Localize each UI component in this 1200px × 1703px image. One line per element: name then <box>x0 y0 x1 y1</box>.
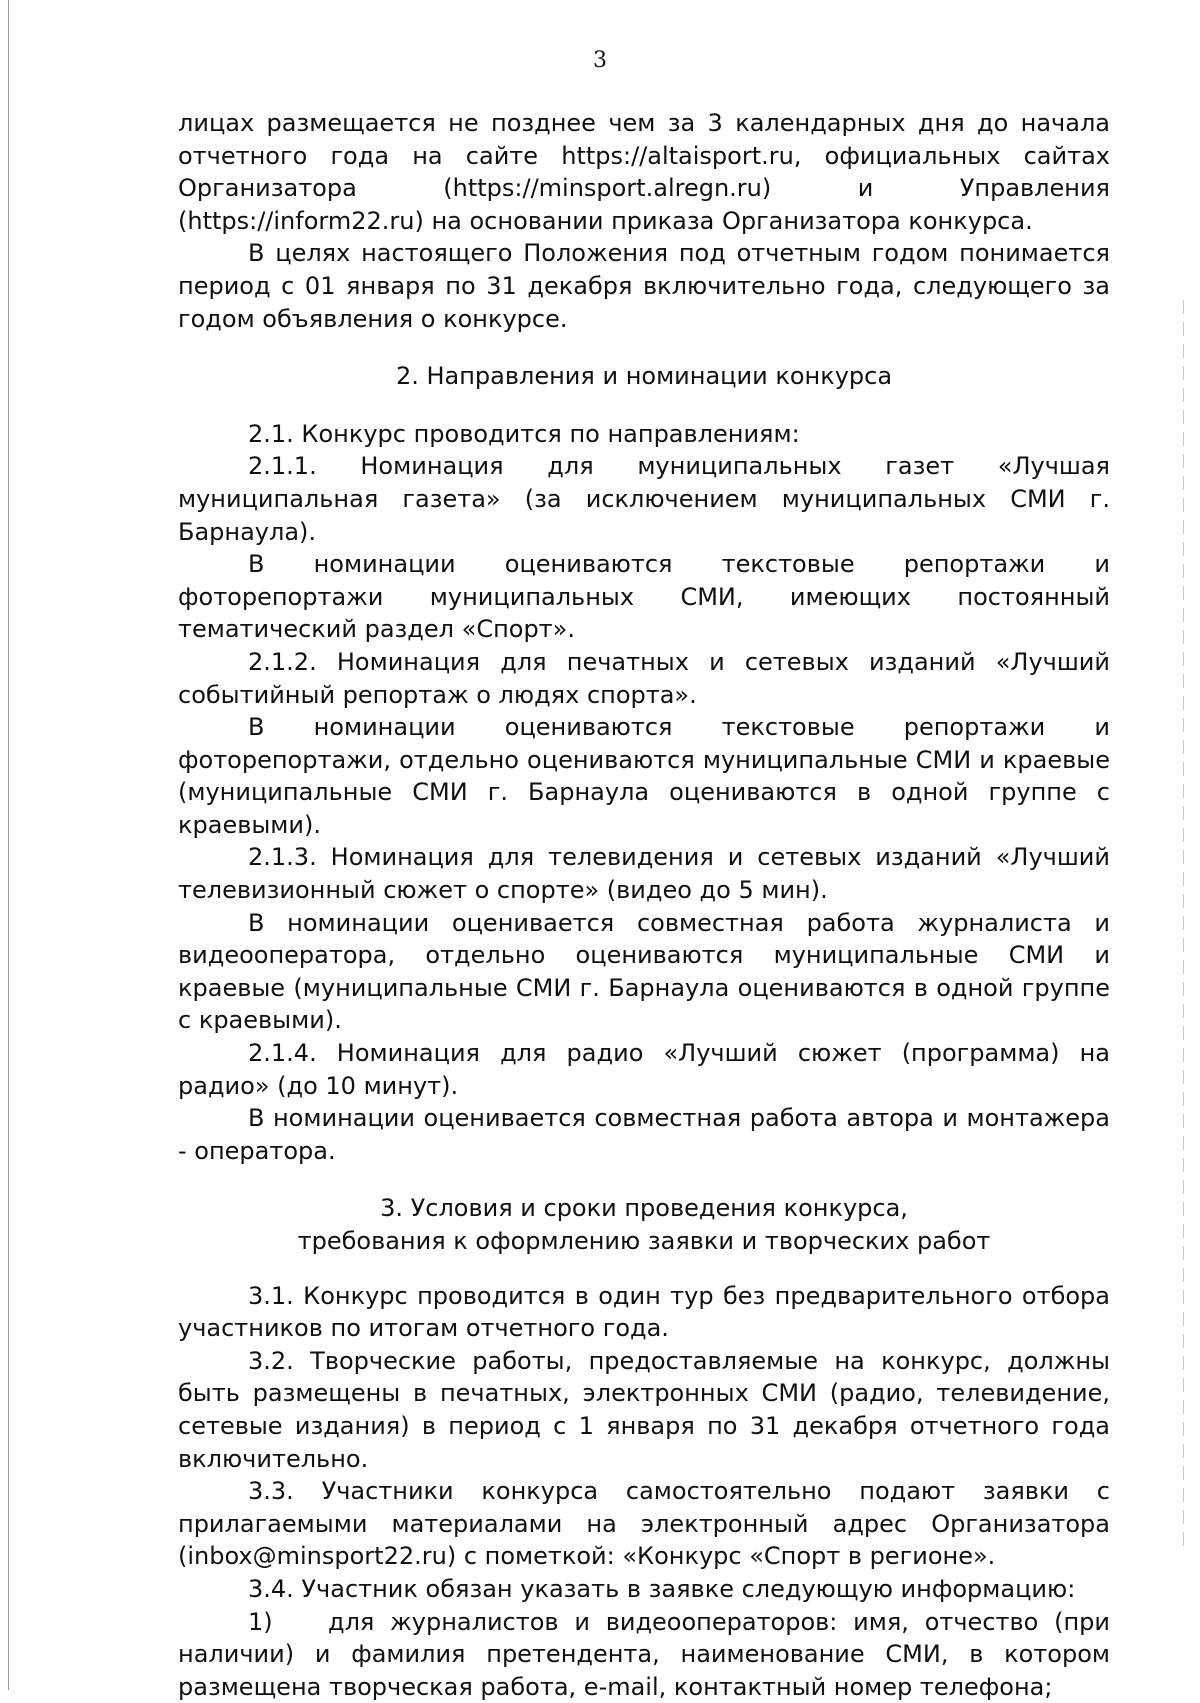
section-3-paragraph: 3.2. Творческие работы, предоставляемые на конкурс, должны быть размещены в печатных, электронных СМИ (радио, телевидение, сетевые издания) в период с 1 января по 31 декабря отчетного года включительно. <box>178 1346 1110 1473</box>
scan-right-edge <box>1183 300 1184 1550</box>
section-2-heading: 2. Направления и номинации конкурса <box>395 362 893 391</box>
section-2-paragraph: 2.1.3. Номинация для телевидения и сетевых изданий «Лучший телевизионный сюжет о спорте» (видео до 5 мин). <box>178 843 1110 905</box>
section-2-paragraph: 2.1.4. Номинация для радио «Лучший сюжет (программа) на радио» (до 10 минут). <box>178 1039 1110 1100</box>
section-3-heading <box>178 1192 1110 1257</box>
section-2-paragraph: 2.1.1. Номинация для муниципальных газет «Лучшая муниципальная газета» (за исключением муниципальных СМИ г. Барнаула). <box>178 452 1110 546</box>
section-2-paragraph: В номинации оцениваются текстовые репортажи и фоторепортажи муниципальных СМИ, имеющих постоянный тематический раздел «Спорт». <box>178 550 1110 644</box>
section-2-paragraph: 2.1. Конкурс проводится по направлениям: <box>248 419 800 448</box>
section-2-paragraph: В номинации оценивается совместная работа журналиста и видеооператора, отдельно оцениваются муниципальные СМИ и краевые (муниципальные СМИ г. Барнаула оцениваются в одной группе с краевыми). <box>178 908 1110 1035</box>
document-body <box>178 107 1110 1703</box>
scan-left-edge <box>8 0 9 1690</box>
section-3-heading-line-1: 3. Условия и сроки проведения конкурса, <box>380 1194 908 1223</box>
list-item-number: 1) <box>248 1607 273 1636</box>
section-3-list-item <box>178 1606 1110 1703</box>
page-number: 3 <box>593 48 607 73</box>
list-item-text: для журналистов и видеооператоров: имя, отчество (при наличии) и фамилия претендента, наименование СМИ, в котором размещена творческая работа, e-mail, контактный номер телефона; <box>178 1607 1110 1701</box>
section-3-paragraph: 3.3. Участники конкурса самостоятельно подают заявки с прилагаемыми материалами на электронный адрес Организатора (inbox@minsport22.ru) с пометкой: «Конкурс «Спорт в регионе». <box>178 1477 1110 1571</box>
intro-paragraph-2: В целях настоящего Положения под отчетным годом понимается период с 01 января по 31 декабря включительно года, следующего за годом объявления о конкурсе. <box>178 239 1110 333</box>
section-2-paragraph: В номинации оценивается совместная работа автора и монтажера - оператора. <box>178 1104 1110 1165</box>
section-3-paragraph: 3.1. Конкурс проводится в один тур без предварительного отбора участников по итогам отчетного года. <box>178 1281 1110 1343</box>
section-2-paragraph: 2.1.2. Номинация для печатных и сетевых изданий «Лучший событийный репортаж о людях спорта». <box>178 647 1110 709</box>
section-2-paragraph: В номинации оцениваются текстовые репортажи и фоторепортажи, отдельно оцениваются муниципальные СМИ и краевые (муниципальные СМИ г. Барнаула оцениваются в одной группе с краевыми). <box>178 713 1110 839</box>
section-3-paragraph: 3.4. Участник обязан указать в заявке следующую информацию: <box>248 1574 1076 1603</box>
intro-paragraph-1: лицах размещается не позднее чем за 3 календарных дня до начала отчетного года на сайте https://altaisport.ru, официальных сайтах Организатора (https://minsport.alregn.ru) и Управления (https://inform22.ru) на основании приказа Организатора конкурса. <box>178 109 1110 235</box>
section-3-heading-line-2: требования к оформлению заявки и творческих работ <box>297 1227 991 1255</box>
